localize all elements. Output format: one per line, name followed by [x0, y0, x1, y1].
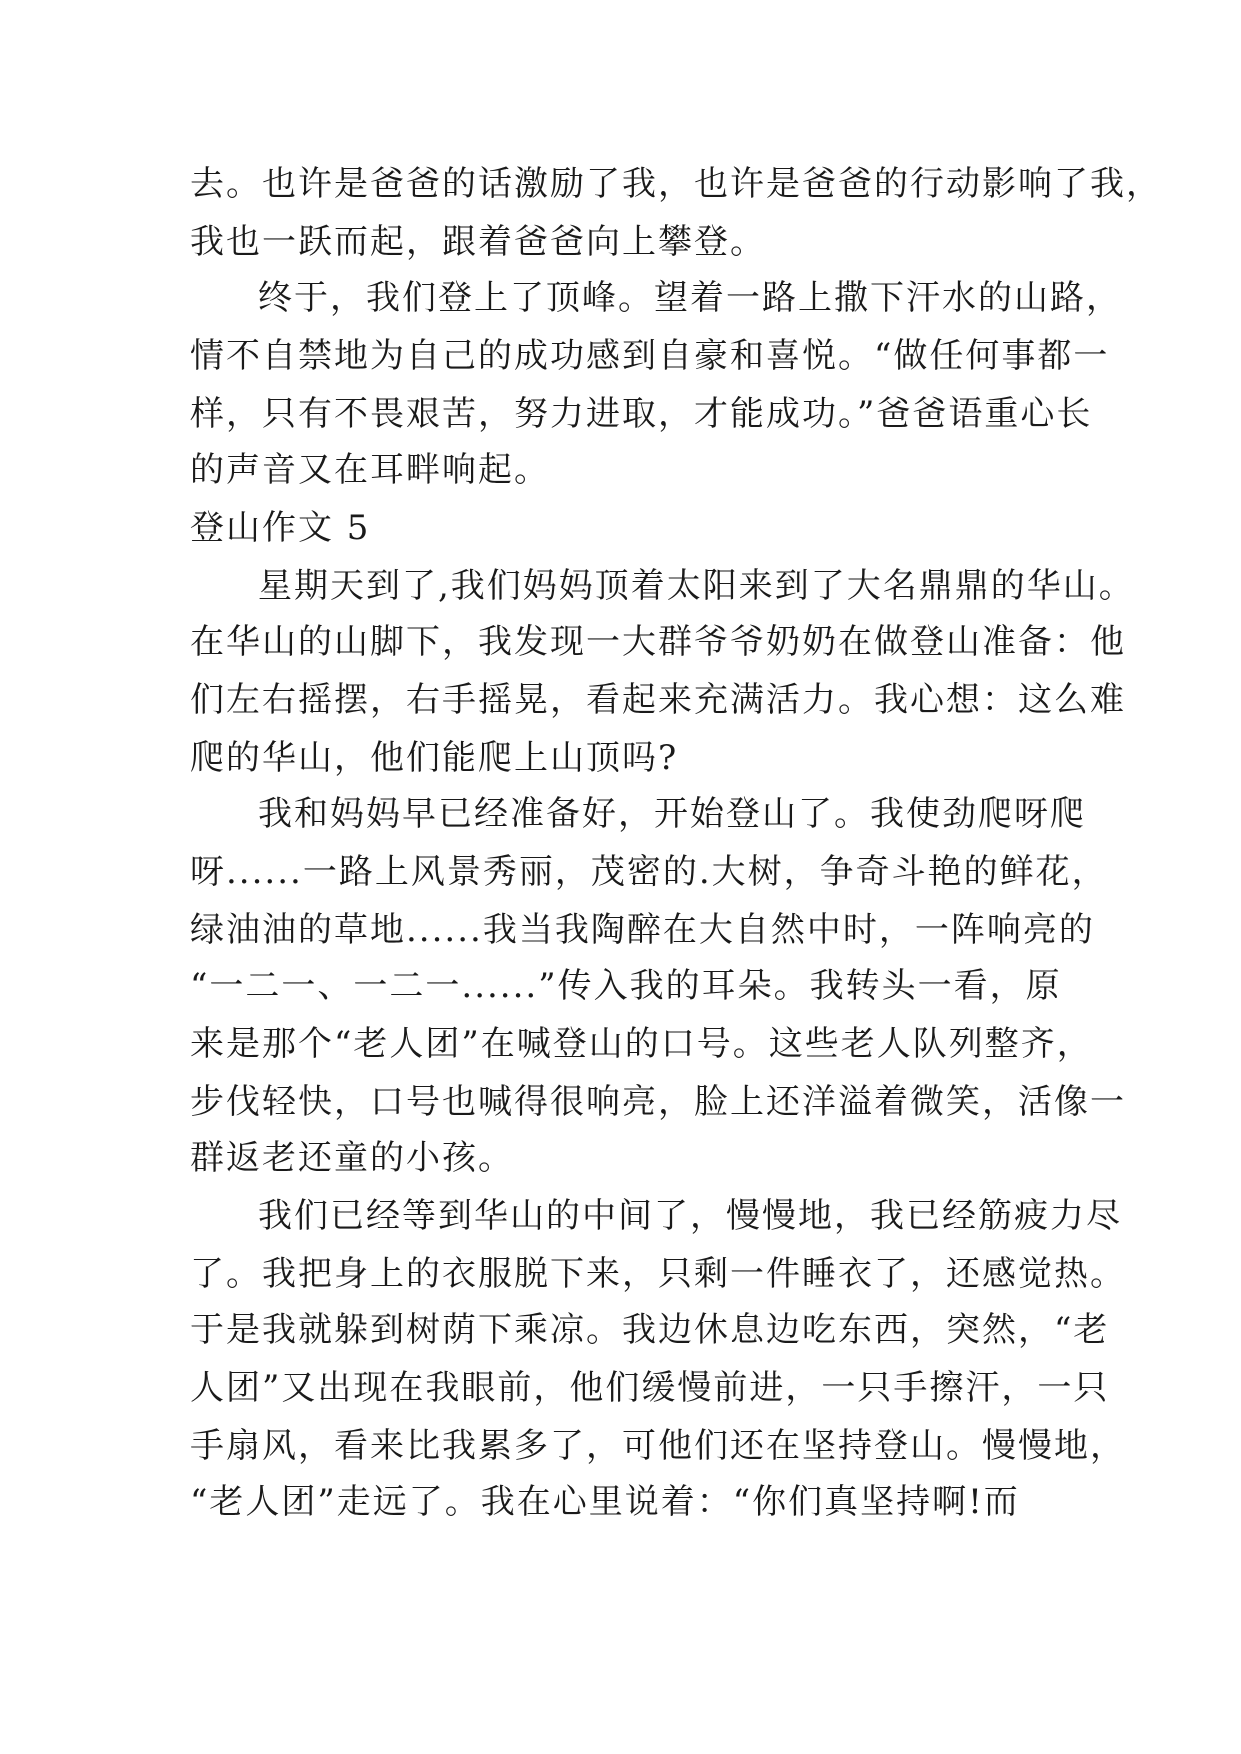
paragraph-first-line: 我们已经等到华山的中间了，慢慢地，我已经筋疲力尽	[258, 1196, 1122, 1236]
paragraph-first-line: 星期天到了,我们妈妈顶着太阳来到了大名鼎鼎的华山。	[258, 566, 1135, 606]
text-line: 了。我把身上的衣服脱下来，只剩一件睡衣了，还感觉热。	[190, 1254, 1126, 1294]
text-line: 群返老还童的小孩。	[190, 1138, 514, 1178]
paragraph-first-line: 终于，我们登上了顶峰。望着一路上撒下汗水的山路，	[258, 278, 1122, 318]
text-line: “一二一、一二一......”传入我的耳朵。我转头一看，原	[190, 966, 1062, 1006]
text-line: 于是我就躲到树荫下乘凉。我边休息边吃东西，突然，“老	[190, 1310, 1110, 1350]
text-line: 手扇风，看来比我累多了，可他们还在坚持登山。慢慢地，	[190, 1426, 1126, 1466]
text-line: 步伐轻快，口号也喊得很响亮，脸上还洋溢着微笑，活像一	[190, 1082, 1126, 1122]
text-line: 我也一跃而起，跟着爸爸向上攀登。	[190, 222, 766, 262]
text-line: 来是那个“老人团”在喊登山的口号。这些老人队列整齐，	[190, 1024, 1093, 1064]
text-line: 的声音又在耳畔响起。	[190, 450, 550, 490]
text-line: “老人团”走远了。我在心里说着：“你们真坚持啊!而	[190, 1482, 1020, 1522]
text-line: 情不自禁地为自己的成功感到自豪和喜悦。“做任何事都一	[190, 336, 1110, 376]
section-heading: 登山作文 5	[190, 508, 371, 548]
text-line: 们左右摇摆，右手摇晃，看起来充满活力。我心想：这么难	[190, 680, 1126, 720]
paragraph-first-line: 我和妈妈早已经准备好，开始登山了。我使劲爬呀爬	[258, 794, 1086, 834]
text-line: 样，只有不畏艰苦，努力进取，才能成功。”爸爸语重心长	[190, 394, 1093, 434]
text-line: 人团”又出现在我眼前，他们缓慢前进，一只手擦汗，一只	[190, 1368, 1110, 1408]
text-line: 去。也许是爸爸的话激励了我，也许是爸爸的行动影响了我，	[190, 164, 1162, 204]
text-line: 在华山的山脚下，我发现一大群爷爷奶奶在做登山准备：他	[190, 622, 1126, 662]
text-line: 绿油油的草地......我当我陶醉在大自然中时，一阵响亮的	[190, 910, 1095, 950]
text-line: 呀......一路上风景秀丽，茂密的.大树，争奇斗艳的鲜花，	[190, 852, 1108, 892]
text-line: 爬的华山，他们能爬上山顶吗?	[190, 738, 679, 778]
